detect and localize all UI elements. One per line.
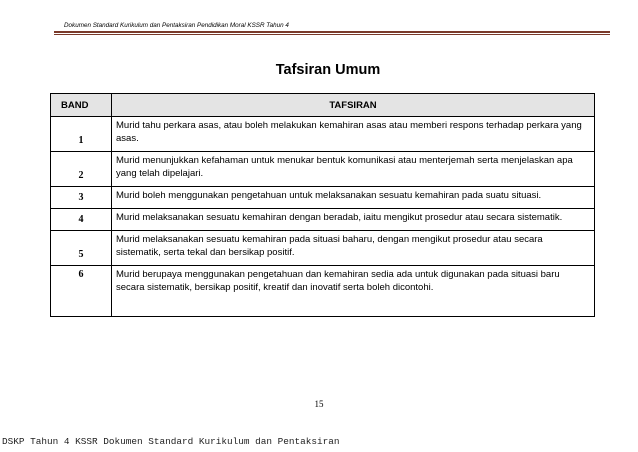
band-description: Murid melaksanakan sesuatu kemahiran pada situasi baharu, dengan mengikut prosedur atau secara sistematik, serta tekal dan bersikap positif. [112, 231, 595, 266]
header-rule-thin [54, 34, 610, 35]
table-header-row [51, 94, 595, 117]
band-description: Murid boleh menggunakan pengetahuan untuk melaksanakan sesuatu kemahiran pada suatu situasi. [112, 187, 595, 209]
page-number: 15 [314, 399, 324, 409]
column-header-tafsiran: TAFSIRAN [112, 94, 595, 117]
table-row [51, 209, 595, 231]
page-title: Tafsiran Umum [275, 62, 381, 78]
header-rule [54, 31, 610, 33]
running-header: Dokumen Standard Kurikulum dan Pentaksiran Pendidikan Moral KSSR Tahun 4 [64, 22, 289, 29]
band-description: Murid melaksanakan sesuatu kemahiran dengan beradab, iaitu mengikut prosedur atau secara sistematik. [112, 209, 595, 231]
band-table [50, 93, 595, 317]
band-number: 1 [51, 117, 112, 152]
band-number: 4 [51, 209, 112, 231]
band-description: Murid menunjukkan kefahaman untuk menukar bentuk komunikasi atau menterjemah serta menjelaskan apa yang telah dipelajari. [112, 152, 595, 187]
band-number: 3 [51, 187, 112, 209]
band-number: 6 [51, 266, 112, 317]
band-number: 2 [51, 152, 112, 187]
band-number: 5 [51, 231, 112, 266]
table-row [51, 231, 595, 266]
column-header-band: BAND [51, 94, 112, 117]
band-description: Murid tahu perkara asas, atau boleh melakukan kemahiran asas atau memberi respons terhadap perkara yang asas. [112, 117, 595, 152]
table-row [51, 266, 595, 317]
table-row [51, 117, 595, 152]
table-row [51, 152, 595, 187]
footer-text: DSKP Tahun 4 KSSR Dokumen Standard Kurikulum dan Pentaksiran [2, 436, 340, 447]
table-row [51, 187, 595, 209]
band-description: Murid berupaya menggunakan pengetahuan dan kemahiran sedia ada untuk digunakan pada situasi baru secara sistematik, bersikap positif, kreatif dan inovatif serta boleh dicontohi. [112, 266, 595, 317]
